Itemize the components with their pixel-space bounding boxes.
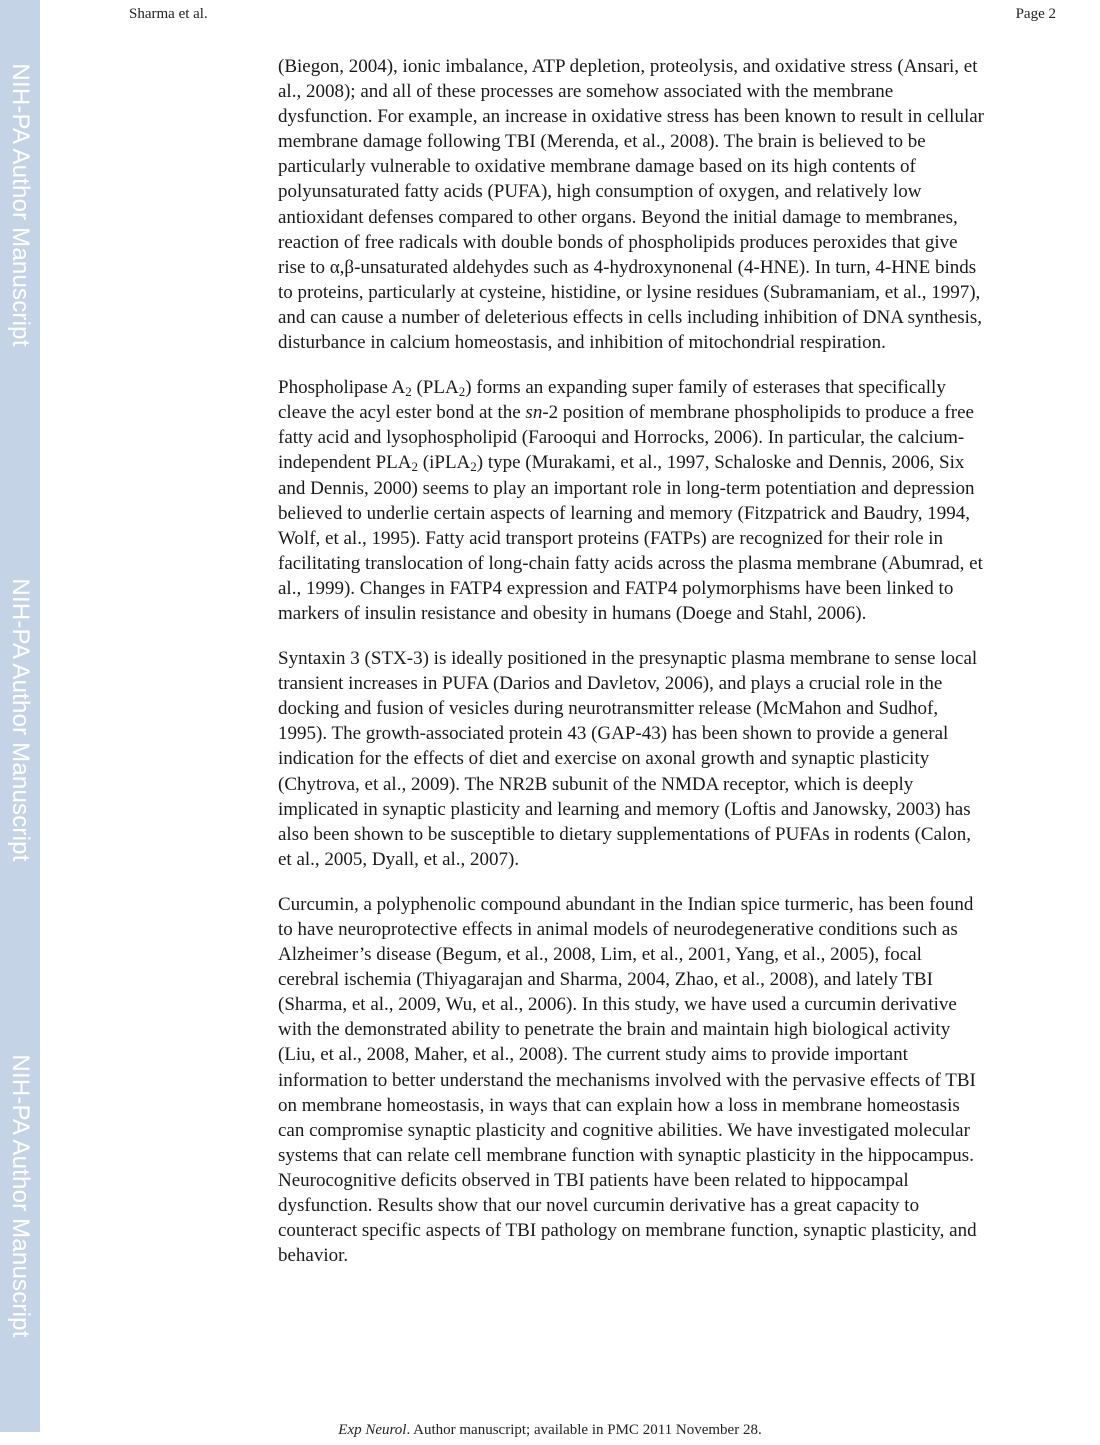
nih-sidebar [0, 0, 40, 1432]
text-run: Phospholipase A [278, 377, 406, 399]
paragraph-oxidative-stress: (Biegon, 2004), ionic imbalance, ATP depletion, proteolysis, and oxidative stress (Ansari, et al., 2008); and all of these processes are somehow associated with the membrane dysfunction. For example, an increase in oxidative stress has been known to result in cellular membrane damage following TBI (Merenda, et al., 2008). The brain is believed to be particularly vulnerable to oxidative membrane damage based on its high contents of polyunsaturated fatty acids (PUFA), high consumption of oxygen, and relatively low antioxidant defenses compared to other organs. Beyond the initial damage to membranes, reaction of free radicals with double bonds of phospholipids produces peroxides that give rise to α,β-unsaturated aldehydes such as 4-hydroxynonenal (4-HNE). In turn, 4-HNE binds to proteins, particularly at cysteine, histidine, or lysine residues (Subramaniam, et al., 1997), and can cause a number of deleterious effects in cells including inhibition of DNA synthesis, disturbance in calcium homeostasis, and inhibition of mitochondrial respiration. [278, 56, 984, 354]
page-number: Page 2 [1015, 6, 1056, 22]
italic-term: sn [525, 402, 543, 424]
sidebar-label: NIH-PA Author Manuscript [7, 578, 34, 862]
article-body [278, 54, 1064, 1288]
text-run: -2 position of membrane phospholipids to produce a free fatty acid and lysophospholipid (Farooqui and Horrocks, 2006). In particular, the calcium- independent PLA [278, 402, 974, 474]
text-run: ) type (Murakami, et al., 1997, Schaloske and Dennis, 2006, Six and Dennis, 2000) seems to play an important role in long-term potentiation and depression believed to underlie certain aspects of learning and memory (Fitzpatrick and Baudry, 1994, Wolf, et al., 1995). Fatty acid transport proteins (FATPs) are recognized for their role in facilitating translocation of long-chain fatty acids across the plasma membrane (Abumrad, et al., 1999). Changes in FATP4 expression and FATP4 polymorphisms have been linked to markers of insulin resistance and obesity in humans (Doege and Stahl, 2006). [278, 452, 983, 624]
subscript: 2 [405, 384, 412, 400]
text-run: ) forms an expanding super family of esterases that specifically cleave the acyl ester bond at the [278, 377, 946, 424]
paragraph-syntaxin: Syntaxin 3 (STX-3) is ideally positioned in the presynaptic plasma membrane to sense local transient increases in PUFA (Darios and Davletov, 2006), and plays a crucial role in the docking and fusion of vesicles during neurotransmitter release (McMahon and Sudhof, 1995). The growth-associated protein 43 (GAP-43) has been shown to provide a general indication for the effects of diet and exercise on axonal growth and synaptic plasticity (Chytrova, et al., 2009). The NR2B subunit of the NMDA receptor, which is deeply implicated in synaptic plasticity and learning and memory (Loftis and Janowsky, 2003) has also been shown to be susceptible to dietary supplementations of PUFAs in rodents (Calon, et al., 2005, Dyall, et al., 2007). [278, 648, 978, 870]
subscript: 2 [458, 384, 466, 400]
page-footer [0, 1422, 1100, 1439]
text-run: (iPLA [418, 452, 471, 474]
sidebar-label: NIH-PA Author Manuscript [7, 1054, 34, 1338]
paragraph-phospholipase [278, 375, 1064, 626]
text-run: (PLA [411, 377, 459, 399]
running-header-author: Sharma et al. [129, 6, 208, 22]
subscript: 2 [411, 459, 419, 475]
subscript: 2 [470, 459, 477, 475]
footer-availability: . Author manuscript; available in PMC 2011 November 28. [406, 1422, 762, 1438]
paragraph-curcumin: Curcumin, a polyphenolic compound abundant in the Indian spice turmeric, has been found to have neuroprotective effects in animal models of neurodegenerative conditions such as Alzheimer’s disease (Begum, et al., 2008, Lim, et al., 2001, Yang, et al., 2005), focal cerebral ischemia (Thiyagarajan and Sharma, 2004, Zhao, et al., 2008), and lately TBI (Sharma, et al., 2009, Wu, et al., 2006). In this study, we have used a curcumin derivative with the demonstrated ability to penetrate the brain and maintain high biological activity (Liu, et al., 2008, Maher, et al., 2008). The current study aims to provide important information to better understand the mechanisms involved with the pervasive effects of TBI on membrane homeostasis, in ways that can explain how a loss in membrane homeostasis can compromise synaptic plasticity and cognitive abilities. We have investigated molecular systems that can relate cell membrane function with synaptic plasticity in the hippocampus. Neurocognitive deficits observed in TBI patients have been related to hippocampal dysfunction. Results show that our novel curcumin derivative has a great capacity to counteract specific aspects of TBI pathology on membrane function, synaptic plasticity, and behavior. [278, 893, 977, 1267]
footer-journal: Exp Neurol [338, 1422, 407, 1438]
sidebar-label: NIH-PA Author Manuscript [7, 63, 34, 347]
